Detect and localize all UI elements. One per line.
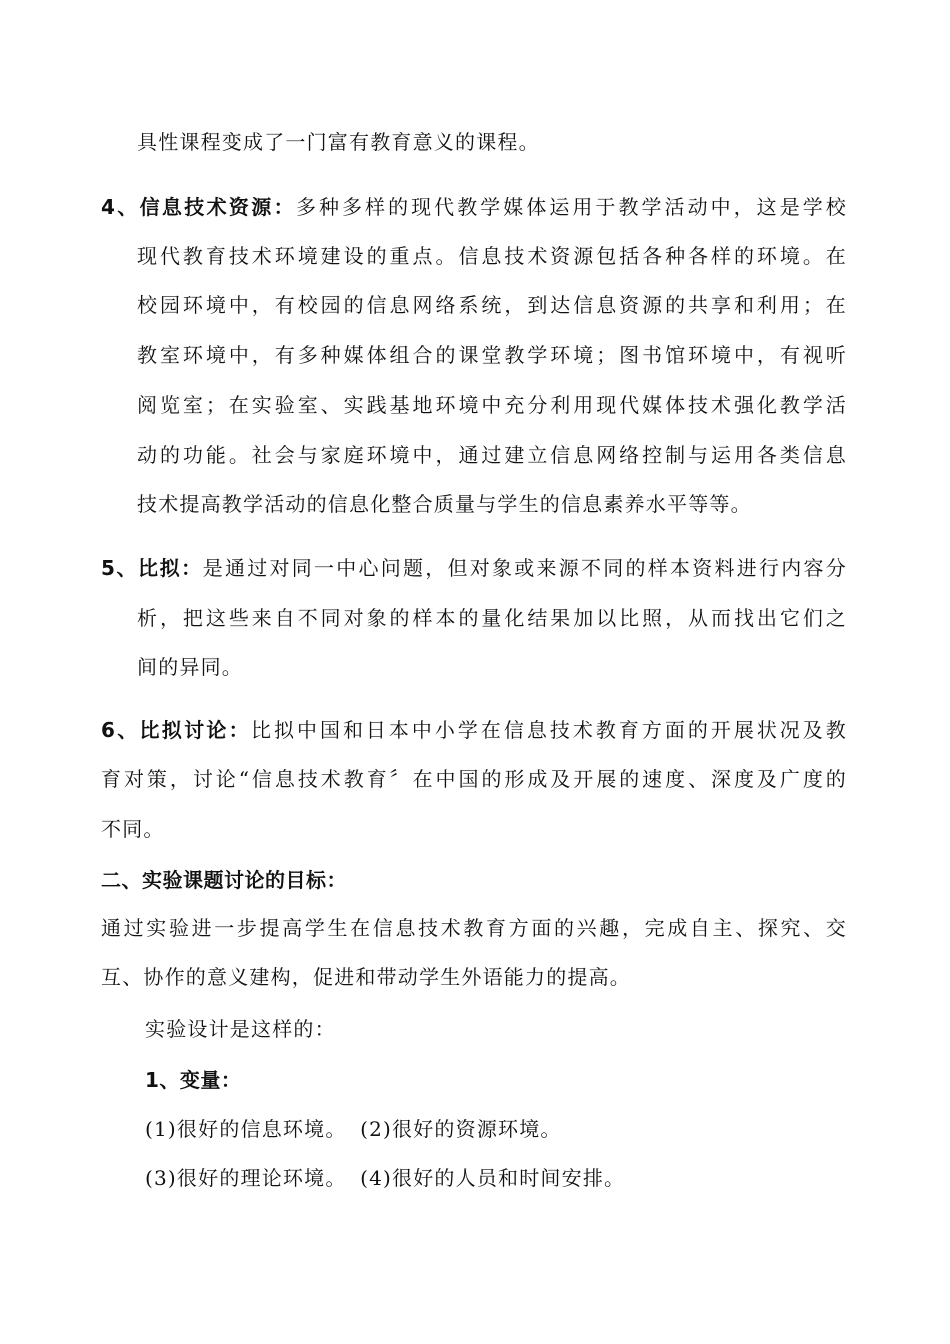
section-2-line: 互、协作的意义建构，促进和带动学生外语能力的提高。 bbox=[101, 965, 631, 989]
item-4-line: 校园环境中，有校园的信息网络系统，到达信息资源的共享和利用；在 bbox=[137, 293, 847, 317]
item-6-first-line bbox=[101, 716, 847, 744]
item-5-line: 间的异同。 bbox=[137, 655, 243, 679]
item-6-text: 比拟中国和日本中小学在信息技术教育方面的开展状况及教 bbox=[250, 718, 847, 742]
item-4-line: 教室环境中，有多种媒体组合的课堂教学环境；图书馆环境中，有视听 bbox=[137, 343, 847, 367]
paragraph-line: 具性课程变成了一门富有教育意义的课程。 bbox=[137, 130, 540, 154]
variables-line: (1)很好的信息环境。 (2)很好的资源环境。 bbox=[145, 1117, 562, 1141]
item-5-line: 析，把这些来自不同对象的样本的量化结果加以比照，从而找出它们之 bbox=[137, 606, 847, 630]
item-4-first-line bbox=[101, 193, 847, 221]
item-5-first-line bbox=[101, 554, 847, 582]
item-6-line: 育对策，讨论“信息技术教育〞在中国的形成及开展的速度、深度及广度的 bbox=[101, 767, 847, 791]
item-4-line: 动的功能。社会与家庭环境中，通过建立信息网络控制与运用各类信息 bbox=[137, 443, 847, 467]
section-2-line: 通过实验进一步提高学生在信息技术教育方面的兴趣，完成自主、探究、交 bbox=[101, 916, 847, 940]
item-6-label: 6、比拟讨论： bbox=[101, 718, 251, 742]
section-heading: 二、实验课题讨论的目标： bbox=[101, 868, 347, 892]
variables-line: (3)很好的理论环境。 (4)很好的人员和时间安排。 bbox=[145, 1166, 626, 1190]
item-4-line: 阅览室；在实验室、实践基地环境中充分利用现代媒体技术强化教学活 bbox=[137, 393, 847, 417]
sub-heading-variables: 1、变量： bbox=[145, 1068, 242, 1092]
item-4-line: 技术提高教学活动的信息化整合质量与学生的信息素养水平等等。 bbox=[137, 492, 752, 516]
item-5-label: 5、比拟： bbox=[101, 556, 203, 580]
item-5-text: 是通过对同一中心问题，但对象或来源不同的样本资料进行内容分 bbox=[202, 556, 847, 580]
item-4-text: 多种多样的现代教学媒体运用于教学活动中，这是学校 bbox=[295, 195, 847, 219]
item-6-line: 不同。 bbox=[101, 817, 165, 841]
item-4-label: 4、信息技术资源： bbox=[101, 195, 296, 219]
design-intro: 实验设计是这样的： bbox=[145, 1017, 336, 1041]
item-4-line: 现代教育技术环境建设的重点。信息技术资源包括各种各样的环境。在 bbox=[137, 244, 847, 268]
